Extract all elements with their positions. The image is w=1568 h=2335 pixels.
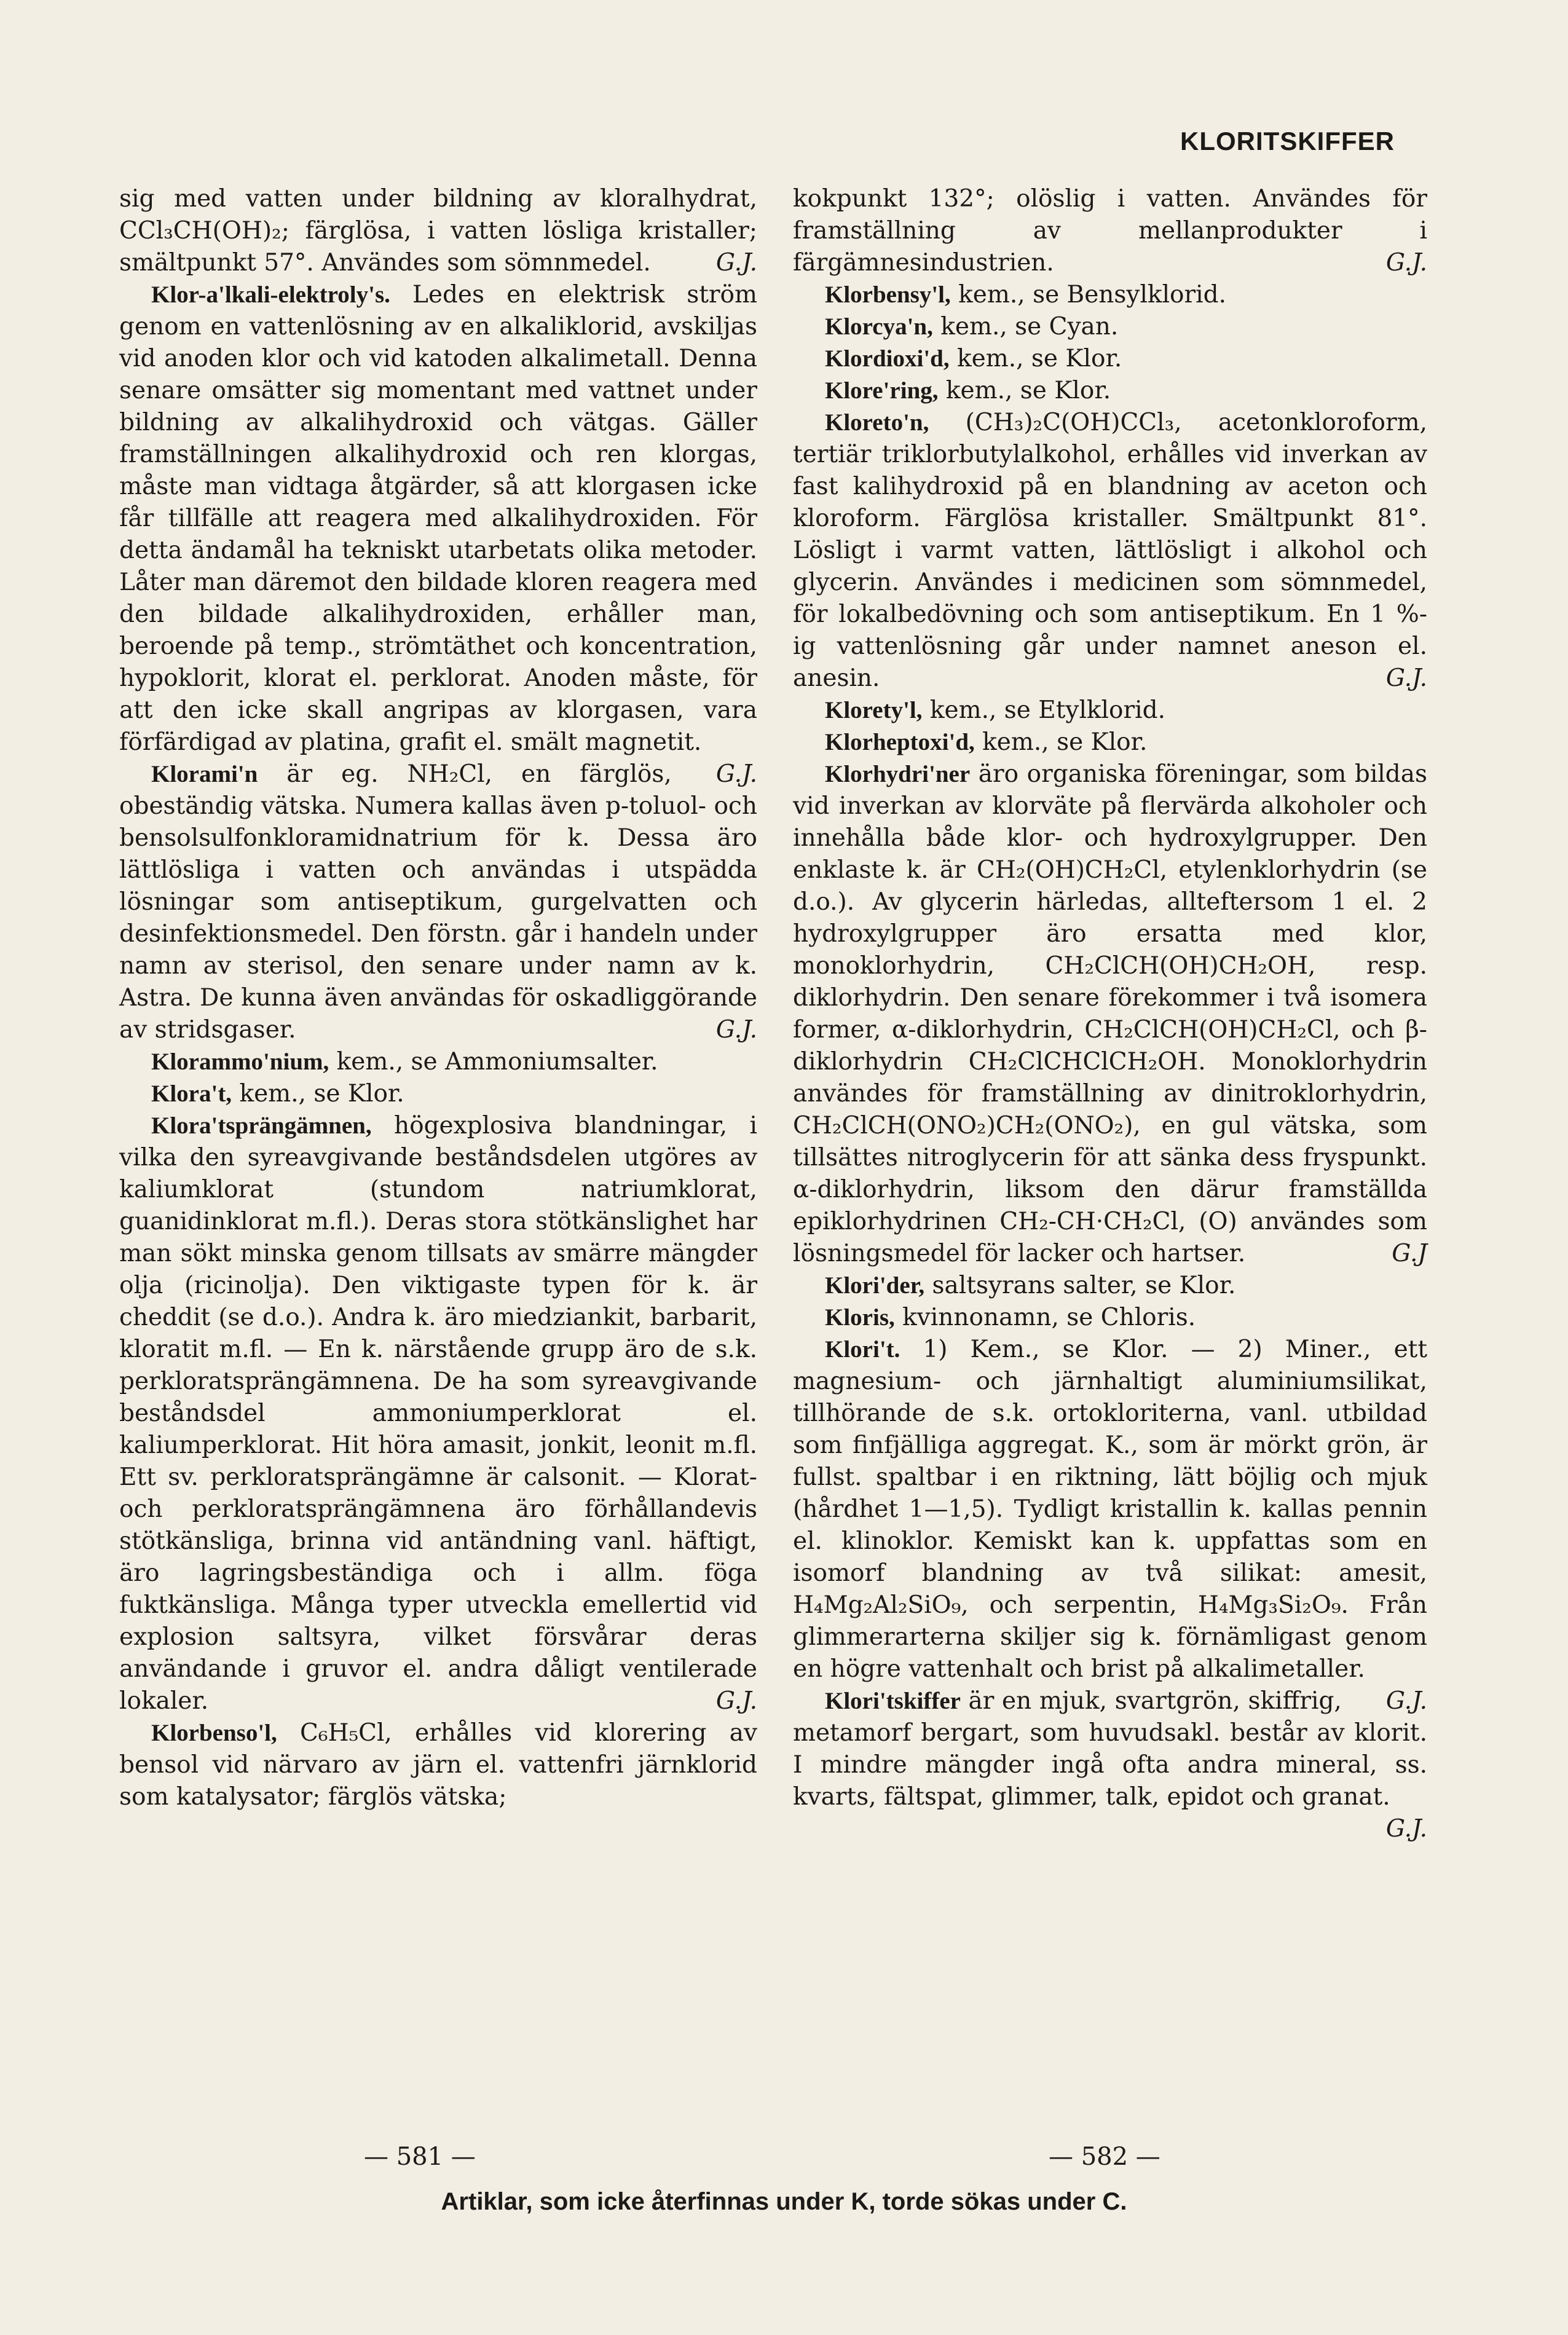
entry-headword: Klorbenso'l, (151, 1720, 277, 1746)
entry-headword: Klora'tsprängämnen, (151, 1112, 372, 1139)
entry-text: saltsyrans salter, se Klor. (924, 1272, 1236, 1299)
dictionary-entry (793, 375, 1427, 407)
entry-headword: Klorbensy'l, (825, 282, 951, 308)
entry-continuation (119, 183, 757, 279)
entry-text: kokpunkt 132°; olöslig i vatten. Användes för framställning av mellanprodukter i färgämnesindustrien. (793, 185, 1427, 277)
entry-continuation (793, 183, 1427, 279)
entry-headword: Klori't. (825, 1336, 900, 1363)
running-head: KLORITSKIFFER (1180, 127, 1395, 156)
dictionary-entry (793, 1270, 1427, 1302)
entry-text: kem., se Klor. (232, 1080, 404, 1108)
entry-headword: Klorami'n (151, 761, 258, 787)
dictionary-entry (793, 279, 1427, 311)
entry-headword: Kloreto'n, (825, 409, 929, 436)
dictionary-entry (119, 1717, 757, 1813)
author-signature: G.J. (715, 1016, 757, 1044)
entry-headword: Klorcya'n, (825, 313, 933, 340)
author-signature: G.J. (1385, 1687, 1427, 1715)
dictionary-entry (119, 1110, 757, 1717)
page-number-right: — 582 — (1049, 2143, 1160, 2171)
right-column (793, 183, 1427, 1845)
entry-headword: Kloris, (825, 1304, 895, 1331)
entry-text: högexplosiva blandningar, i vilka den syreavgivande beståndsdelen utgöres av kaliumklorat (stundom natriumklorat, guanidinklorat m.fl.). Deras stora stötkänslighet har man sökt minska genom tillsats av smärre mängder olja (ricinolja). Den viktigaste typen för k. är cheddit (se d.o.). Andra k. äro miedziankit, barbarit, kloratit m.fl. — En k. närstående grupp äro de s.k. perkloratsprängämnena. De ha som syreavgivande beståndsdel ammoniumperklorat el. kaliumperklorat. Hit höra amasit, jonkit, leonit m.fl. Ett sv. perkloratsprängämne är calsonit. — Klorat- och perkloratsprängämnena äro förhållandevis stötkänsliga, brinna vid antändning vanl. häftigt, äro lagringsbeständiga och i allm. föga fuktkänsliga. Många typer utveckla emellertid vid explosion saltsyra, vilket försvårar deras användande i gruvor el. andra dåligt ventilerade lokaler. (119, 1112, 757, 1715)
dictionary-entry (793, 407, 1427, 695)
entry-headword: Klori'der, (825, 1272, 925, 1299)
entry-headword: Klori'tskiffer (825, 1688, 961, 1714)
dictionary-entry (793, 758, 1427, 1270)
entry-headword: Klorheptoxi'd, (825, 729, 975, 755)
dictionary-entry (793, 1302, 1427, 1334)
entry-headword: Klor-a'lkali-elektroly's. (151, 282, 390, 308)
dictionary-entry (119, 758, 757, 1046)
entry-text: är en mjuk, svartgrön, skiffrig, metamorf bergart, som huvudsakl. består av klorit. I mindre mängder ingå ofta andra mineral, ss. kvarts, fältspat, glimmer, talk, epidot och granat. (793, 1687, 1427, 1811)
entry-text: kem., se Ammoniumsalter. (329, 1048, 658, 1076)
dictionary-entry (793, 343, 1427, 375)
left-column (119, 183, 757, 1813)
author-signature: G.J (1392, 1240, 1427, 1267)
dictionary-entry (119, 1078, 757, 1110)
dictionary-entry (793, 1685, 1427, 1843)
entry-text: (CH₃)₂C(OH)CCl₃, acetonkloroform, tertiär triklorbutylalkohol, erhålles vid inverkan av fast kalihydroxid på en blandning av aceton och kloroform. Färglösa kristaller. Smältpunkt 81°. Lösligt i varmt vatten, lättlösligt i alkohol och glycerin. Användes i medicinen som sömnmedel, för lokalbedövning och som antiseptikum. En 1 %-ig vattenlösning går under namnet aneson el. anesin. (793, 409, 1427, 692)
author-signature: G.J. (715, 1687, 757, 1715)
dictionary-entry (793, 726, 1427, 758)
page-number-left: — 581 — (364, 2143, 476, 2171)
dictionary-entry (793, 311, 1427, 343)
entry-text: är eg. NH₂Cl, en färglös, obeständig vätska. Numera kallas även p-toluol- och bensolsulfonkloramidnatrium för k. Dessa äro lättlösliga i vatten och användas i utspädda lösningar som antiseptikum, gurgelvatten och desinfektionsmedel. Den förstn. går i handeln under namn av sterisol, den senare under namn av k. Astra. De kunna även användas för oskadliggörande av stridsgaser. (119, 760, 757, 1044)
entry-text: kvinnonamn, se Chloris. (894, 1304, 1196, 1331)
entry-headword: Klorhydri'ner (825, 761, 971, 787)
author-signature: G.J. (715, 249, 757, 277)
entry-text: kem., se Klor. (949, 345, 1122, 372)
entry-headword: Klora't, (151, 1081, 232, 1107)
entry-text: äro organiska föreningar, som bildas vid inverkan av klorväte på flervärda alkoholer och innehålla både klor- och hydroxylgrupper. Den enklaste k. är CH₂(OH)CH₂Cl, etylenklorhydrin (se d.o.). Av glycerin härledas, allteftersom 1 el. 2 hydroxylgrupper äro ersatta med klor, monoklorhydrin, CH₂ClCH(OH)CH₂OH, resp. diklorhydrin. Den senare förekommer i två isomera former, α-diklorhydrin, CH₂ClCH(OH)CH₂Cl, och β-diklorhydrin CH₂ClCHClCH₂OH. Monoklorhydrin användes för framställning av dinitroklorhydrin, CH₂ClCH(ONO₂)CH₂(ONO₂), en gul vätska, som tillsättes nitroglycerin för att sänka dess fryspunkt. α-diklorhydrin, liksom den därur framställda epiklorhydrinen CH₂-CH·CH₂Cl, (O) användes som lösningsmedel för lacker och hartser. (793, 760, 1427, 1267)
author-signature: G.J. (1385, 1815, 1427, 1843)
entry-text: C₆H₅Cl, erhålles vid klorering av bensol vid närvaro av järn el. vattenfri järnklorid som katalysator; färglös vätska; (119, 1719, 757, 1811)
entry-headword: Klordioxi'd, (825, 345, 950, 372)
author-signature: G.J. (1385, 249, 1427, 277)
entry-headword: Klore'ring, (825, 377, 939, 404)
dictionary-entry (119, 1046, 757, 1078)
author-signature: G.J. (715, 760, 757, 788)
dictionary-entry (793, 695, 1427, 726)
entry-text: kem., se Bensylklorid. (950, 281, 1226, 309)
footer-note: Artiklar, som icke återfinnas under K, torde sökas under C. (441, 2188, 1127, 2215)
entry-headword: Klorety'l, (825, 697, 923, 723)
entry-text: kem., se Klor. (938, 377, 1111, 404)
entry-text: kem., se Etylklorid. (922, 696, 1165, 724)
author-signature: G.J. (1385, 664, 1427, 692)
entry-text: kem., se Klor. (974, 728, 1148, 756)
entry-text: sig med vatten under bildning av kloralhydrat, CCl₃CH(OH)₂; färglösa, i vatten lösliga kristaller; smältpunkt 57°. Användes som sömnmedel. (119, 185, 757, 277)
entry-headword: Klorammo'nium, (151, 1049, 329, 1075)
entry-text: Ledes en elektrisk ström genom en vattenlösning av en alkaliklorid, avskiljas vid anoden klor och vid katoden alkalimetall. Denna senare omsätter sig momentant med vattnet under bildning av alkalihydroxid och vätgas. Gäller framställningen alkalihydroxid och ren klorgas, måste man vidtaga åtgärder, så att klorgasen icke får tillfälle att reagera med alkalihydroxiden. För detta ändamål ha tekniskt utarbetats olika metoder. Låter man däremot den bildade kloren reagera med den bildade alkalihydroxiden, erhåller man, beroende på temp., strömtäthet och koncentration, hypoklorit, klorat el. perklorat. Anoden måste, för att den icke skall angripas av klorgasen, vara förfärdigad av platina, grafit el. smält magnetit. (119, 281, 757, 756)
entry-text: kem., se Cyan. (932, 313, 1119, 341)
entry-text: 1) Kem., se Klor. — 2) Miner., ett magnesium- och järnhaltigt aluminiumsilikat, tillhörande de s.k. ortokloriterna, vanl. utbildad som finfjälliga aggregat. K., som är mörkt grön, är fullst. spaltbar i en riktning, lätt böjlig och mjuk (hårdhet 1—1,5). Tydligt kristallin k. kallas pennin el. klinoklor. Kemiskt kan k. uppfattas som en isomorf blandning av två silikat: amesit, H₄Mg₂Al₂SiO₉, och serpentin, H₄Mg₃Si₂O₉. Från glimmerarterna skiljer sig k. förnämligast genom en högre vattenhalt och brist på alkalimetaller. (793, 1336, 1427, 1683)
